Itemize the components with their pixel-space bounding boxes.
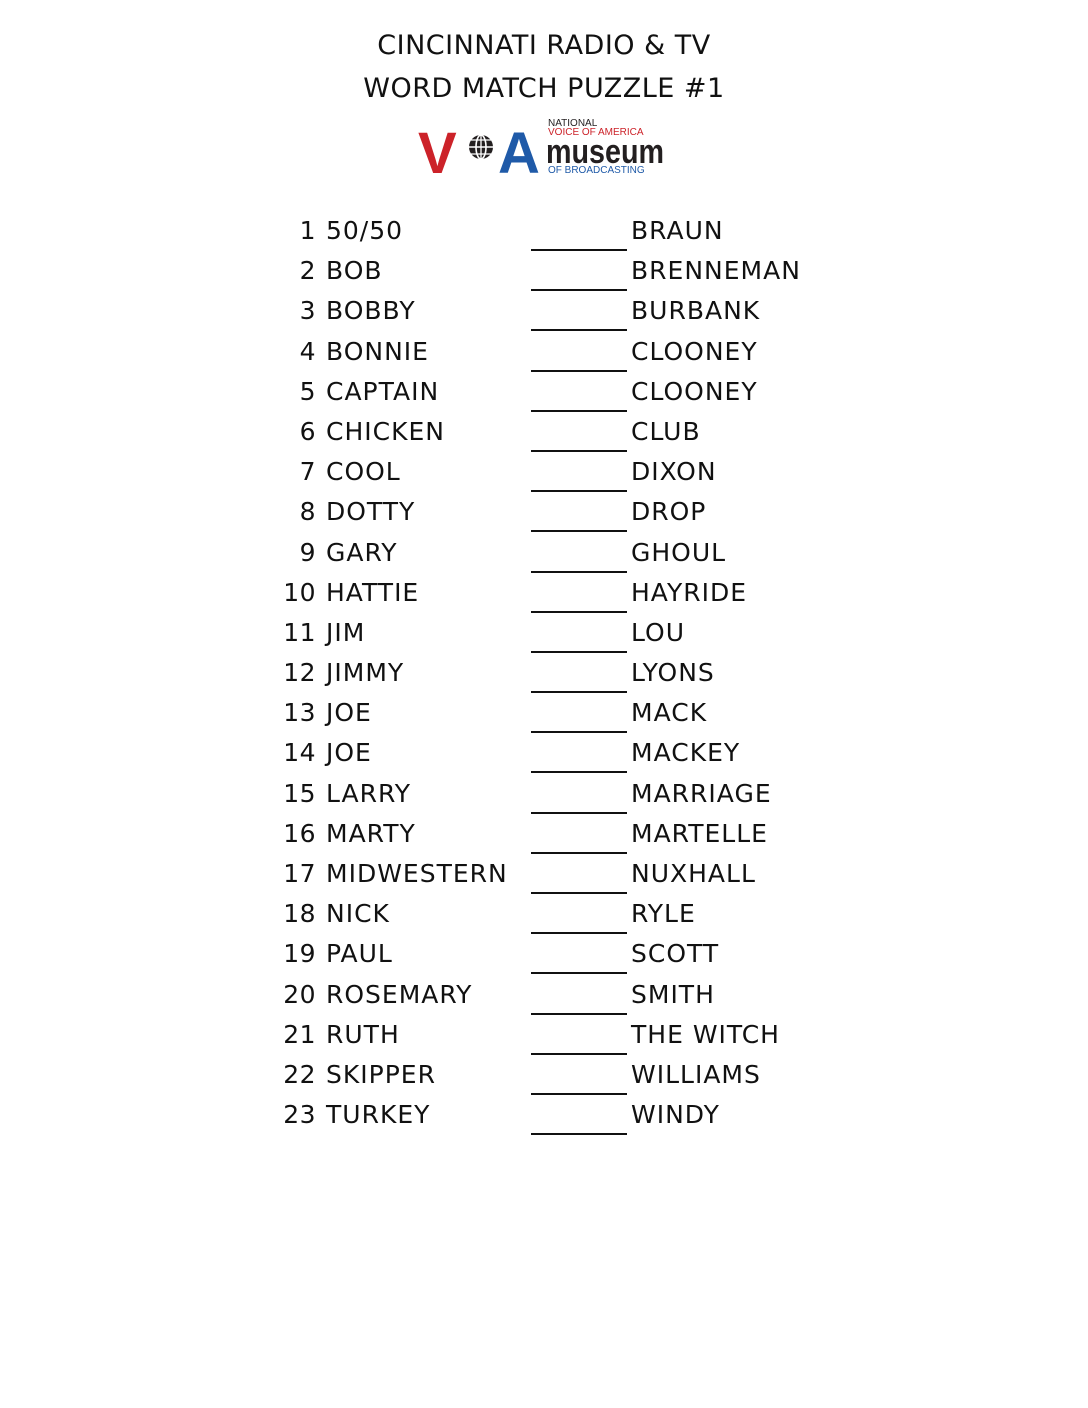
item-number: 20 [283,979,316,1009]
last-name-word: THE WITCH [631,1019,780,1049]
first-name-word: DOTTY [326,497,416,527]
item-number: 10 [283,577,316,607]
answer-blank-line[interactable] [531,812,627,814]
answer-blank-line[interactable] [531,611,627,613]
puzzle-row [0,1096,1088,1136]
first-name-word: PAUL [326,939,393,969]
last-name-word: MACKEY [631,738,741,768]
globe-icon [469,135,493,159]
answer-blank-line[interactable] [531,1133,627,1135]
item-number: 22 [283,1059,316,1089]
item-number: 21 [283,1019,316,1049]
voa-museum-logo [418,117,668,177]
answer-blank-line[interactable] [531,932,627,934]
puzzle-row [0,1056,1088,1096]
first-name-word: BOBBY [326,296,416,326]
item-number: 6 [299,416,316,446]
answer-blank-line[interactable] [531,691,627,693]
puzzle-row [0,534,1088,574]
logo-broadcasting-text: OF BROADCASTING [548,165,645,176]
item-number: 5 [299,376,316,406]
last-name-word: RYLE [631,899,696,929]
answer-blank-line[interactable] [531,329,627,331]
item-number: 14 [283,738,316,768]
last-name-word: LOU [631,617,686,647]
item-number: 4 [299,336,316,366]
item-number: 2 [299,256,316,286]
item-number: 8 [299,497,316,527]
last-name-word: MACK [631,698,708,728]
answer-blank-line[interactable] [531,289,627,291]
answer-blank-line[interactable] [531,1093,627,1095]
answer-blank-line[interactable] [531,852,627,854]
puzzle-row [0,895,1088,935]
last-name-word: DROP [631,497,707,527]
answer-blank-line[interactable] [531,1013,627,1015]
last-name-word: WILLIAMS [631,1059,761,1089]
puzzle-row [0,292,1088,332]
answer-blank-line[interactable] [531,530,627,532]
item-number: 15 [283,778,316,808]
first-name-word: LARRY [326,778,412,808]
puzzle-row [0,252,1088,292]
first-name-word: MIDWESTERN [326,859,508,888]
last-name-word: MARRIAGE [631,778,772,808]
last-name-word: DIXON [631,457,717,487]
last-name-word: SMITH [631,979,715,1009]
last-name-word: NUXHALL [631,859,756,888]
first-name-word: BONNIE [326,336,429,366]
last-name-word: MARTELLE [631,818,768,848]
logo-voice-of-america-text: VOICE OF AMERICA [548,127,644,138]
last-name-word: CLOONEY [631,336,758,366]
puzzle-row [0,976,1088,1016]
puzzle-row [0,574,1088,614]
last-name-word: LYONS [631,658,715,688]
puzzle-row [0,935,1088,975]
page-subtitle: WORD MATCH PUZZLE #1 [363,73,725,104]
first-name-word: JOE [326,698,372,728]
item-number: 11 [283,617,316,647]
item-number: 17 [283,859,316,888]
answer-blank-line[interactable] [531,249,627,251]
first-name-word: 50/50 [326,216,404,245]
item-number: 19 [283,939,316,969]
page-title: CINCINNATI RADIO & TV [377,30,711,61]
item-number: 13 [283,698,316,728]
first-name-word: MARTY [326,818,416,848]
answer-blank-line[interactable] [531,490,627,492]
answer-blank-line[interactable] [531,410,627,412]
first-name-word: RUTH [326,1019,400,1049]
puzzle-row [0,493,1088,533]
first-name-word: COOL [326,457,401,487]
first-name-word: GARY [326,537,398,567]
puzzle-row [0,333,1088,373]
puzzle-row [0,694,1088,734]
first-name-word: JOE [326,738,372,768]
first-name-word: BOB [326,256,383,286]
item-number: 3 [299,296,316,326]
answer-blank-line[interactable] [531,571,627,573]
answer-blank-line[interactable] [531,731,627,733]
last-name-word: GHOUL [631,537,727,567]
puzzle-row [0,373,1088,413]
first-name-word: CHICKEN [326,416,445,446]
last-name-word: CLUB [631,416,701,446]
logo-national-text: NATIONAL [548,118,598,129]
answer-blank-line[interactable] [531,450,627,452]
first-name-word: HATTIE [326,577,420,607]
puzzle-row [0,775,1088,815]
first-name-word: SKIPPER [326,1059,436,1089]
logo-museum-text: museum [546,133,664,171]
last-name-word: WINDY [631,1100,720,1130]
puzzle-row [0,734,1088,774]
logo-v-letter: V [418,121,457,177]
puzzle-row [0,413,1088,453]
puzzle-row [0,1016,1088,1056]
first-name-word: TURKEY [326,1100,431,1130]
first-name-word: CAPTAIN [326,376,440,406]
item-number: 18 [283,899,316,929]
answer-blank-line[interactable] [531,370,627,372]
logo-a-letter: A [498,121,540,177]
puzzle-row [0,212,1088,252]
puzzle-row [0,815,1088,855]
item-number: 12 [283,658,316,688]
item-number: 7 [299,457,316,487]
puzzle-row [0,614,1088,654]
answer-blank-line[interactable] [531,892,627,894]
first-name-word: NICK [326,899,390,929]
item-number: 1 [299,216,316,245]
puzzle-row [0,855,1088,895]
puzzle-row [0,654,1088,694]
answer-blank-line[interactable] [531,1053,627,1055]
word-match-list [0,212,1088,1136]
answer-blank-line[interactable] [531,651,627,653]
item-number: 9 [299,537,316,567]
last-name-word: SCOTT [631,939,720,969]
puzzle-row [0,453,1088,493]
item-number: 23 [283,1100,316,1130]
last-name-word: HAYRIDE [631,577,748,607]
first-name-word: JIM [326,617,366,647]
answer-blank-line[interactable] [531,771,627,773]
first-name-word: JIMMY [326,658,405,688]
first-name-word: ROSEMARY [326,979,473,1009]
answer-blank-line[interactable] [531,972,627,974]
last-name-word: CLOONEY [631,376,758,406]
last-name-word: BRENNEMAN [631,256,801,286]
item-number: 16 [283,818,316,848]
last-name-word: BURBANK [631,296,761,326]
last-name-word: BRAUN [631,216,724,245]
